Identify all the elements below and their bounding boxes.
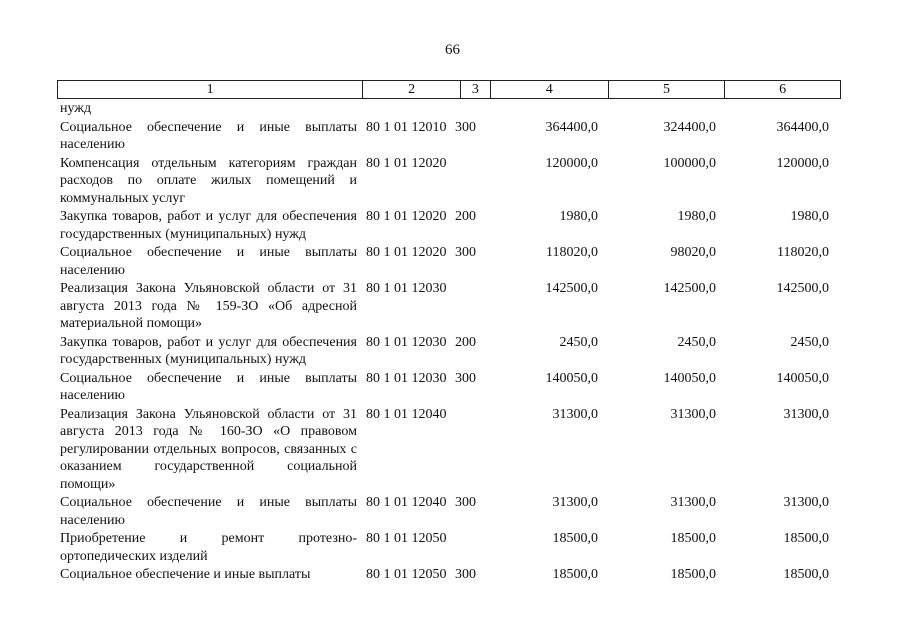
header-col-5: 5 (609, 81, 726, 98)
row-type: 200 (455, 334, 476, 350)
row-type: 200 (455, 209, 476, 224)
row-name: Социальное обеспечение и иные выплаты населению (60, 119, 357, 152)
row-name: Социальное обеспечение и иные выплаты населению (60, 495, 357, 528)
row-name: Реализация Закона Ульяновской области от 31 августа 2013 года № 160-ЗО «О правовом регулировании отдельных вопросов, связанных с оказанием государственной социальной помощи» (60, 406, 357, 492)
row-value-5: 1980,0 (677, 209, 716, 224)
row-value-4: 1980,0 (559, 209, 598, 224)
continuation-row (60, 100, 850, 118)
row-value-4: 142500,0 (545, 281, 598, 296)
row-value-4: 18500,0 (552, 531, 598, 546)
table-row (60, 155, 850, 208)
row-code: 80 1 01 12020 (366, 209, 447, 224)
row-value-6: 18500,0 (783, 531, 829, 546)
row-type: 300 (455, 119, 476, 135)
row-value-5: 100000,0 (663, 155, 716, 171)
row-value-5: 142500,0 (663, 281, 716, 296)
row-value-5: 324400,0 (663, 119, 716, 135)
row-value-6: 31300,0 (783, 495, 829, 510)
page-number: 66 (445, 42, 460, 58)
row-name: Приобретение и ремонт протезно-ортопедических изделий (60, 531, 357, 564)
row-value-4: 364400,0 (545, 119, 598, 135)
row-name: Закупка товаров, работ и услуг для обеспечения государственных (муниципальных) нужд (60, 334, 357, 367)
table-row (60, 530, 850, 565)
row-value-4: 31300,0 (552, 406, 598, 422)
table-body (60, 100, 850, 585)
row-name: Реализация Закона Ульяновской области от 31 августа 2013 года № 159-ЗО «Об адресной материальной помощи» (60, 281, 357, 331)
row-value-4: 31300,0 (552, 495, 598, 510)
row-value-6: 18500,0 (783, 567, 829, 582)
row-value-6: 142500,0 (776, 281, 829, 296)
row-value-4: 140050,0 (545, 370, 598, 386)
row-code: 80 1 01 12030 (366, 370, 447, 386)
table-row (60, 406, 850, 494)
row-value-5: 140050,0 (663, 370, 716, 386)
row-name: Закупка товаров, работ и услуг для обеспечения государственных (муниципальных) нужд (60, 209, 357, 242)
row-value-4: 120000,0 (545, 155, 598, 171)
header-col-4: 4 (491, 81, 609, 98)
row-name: Социальное обеспечение и иные выплаты населению (60, 245, 357, 278)
row-value-6: 31300,0 (783, 406, 829, 422)
row-value-6: 140050,0 (776, 370, 829, 386)
table-row (60, 280, 850, 333)
row-code: 80 1 01 12020 (366, 155, 447, 171)
row-code: 80 1 01 12040 (366, 406, 447, 422)
row-value-6: 120000,0 (776, 155, 829, 171)
row-value-5: 31300,0 (670, 495, 716, 510)
row-code: 80 1 01 12030 (366, 281, 447, 296)
row-type: 300 (455, 370, 476, 386)
table-row (60, 494, 850, 529)
row-code: 80 1 01 12020 (366, 245, 447, 260)
row-value-5: 98020,0 (670, 245, 716, 260)
row-value-5: 18500,0 (670, 567, 716, 582)
row-value-4: 18500,0 (552, 567, 598, 582)
header-col-1: 1 (58, 81, 363, 98)
row-value-4: 2450,0 (559, 334, 598, 350)
row-code: 80 1 01 12040 (366, 495, 447, 510)
row-value-5: 18500,0 (670, 531, 716, 546)
row-code: 80 1 01 12050 (366, 567, 447, 582)
continuation-text: нужд (60, 101, 92, 116)
row-value-5: 31300,0 (670, 406, 716, 422)
row-code: 80 1 01 12010 (366, 119, 447, 135)
table-header (57, 80, 841, 99)
row-code: 80 1 01 12030 (366, 334, 447, 350)
table-row (60, 119, 850, 154)
table-row (60, 208, 850, 243)
row-type: 300 (455, 567, 476, 582)
table-row (60, 370, 850, 405)
row-value-5: 2450,0 (677, 334, 716, 350)
row-value-6: 364400,0 (776, 119, 829, 135)
row-name: Социальное обеспечение и иные выплаты населению (60, 370, 357, 403)
header-col-6: 6 (779, 82, 787, 97)
row-value-6: 1980,0 (790, 209, 829, 224)
row-value-4: 118020,0 (546, 245, 598, 260)
table-row (60, 334, 850, 369)
table-row (60, 566, 850, 584)
header-col-2: 2 (363, 81, 461, 98)
header-col-3: 3 (461, 81, 491, 98)
row-value-6: 2450,0 (790, 334, 829, 350)
table-row (60, 244, 850, 279)
row-code: 80 1 01 12050 (366, 531, 447, 546)
row-type: 300 (455, 245, 476, 260)
row-type: 300 (455, 495, 476, 510)
row-value-6: 118020,0 (777, 245, 829, 260)
row-name: Компенсация отдельным категориям граждан расходов по оплате жилых помещений и коммунальных услуг (60, 155, 357, 206)
row-name: Социальное обеспечение и иные выплаты (60, 567, 311, 582)
